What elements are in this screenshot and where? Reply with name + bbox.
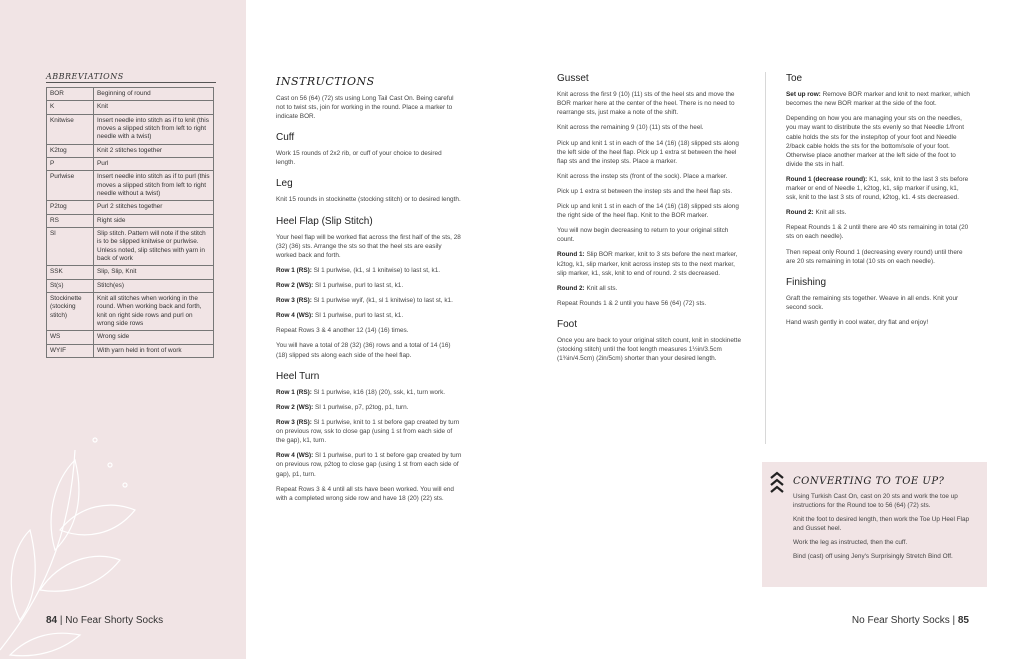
heel-turn-heading: Heel Turn	[276, 370, 320, 382]
toe-heading: Toe	[786, 73, 803, 84]
callout-paragraph: Knit the foot to desired length, then work the Toe Up Heel Flap and Gusset heel.	[793, 516, 970, 533]
leg-heading: Leg	[276, 178, 293, 190]
abbreviation-row	[47, 227, 214, 265]
abbreviation-definition: Insert needle into stitch as if to knit (this moves a slipped stitch from left to right needle with a twist)	[94, 114, 214, 144]
callout-body	[793, 492, 979, 567]
abbreviation-definition: Insert needle into stitch as if to purl (this moves a slipped stitch from left to right needle without a twist)	[94, 171, 214, 201]
gusset-round-2	[557, 284, 741, 293]
instructions-intro: Cast on 56 (64) (72) sts using Long Tail Cast On. Being careful not to twist sts, join for working in the round. Place a marker to indicate BOR.	[276, 94, 454, 120]
abbreviation-row	[47, 344, 214, 357]
finishing-paragraph: Graft the remaining sts together. Weave in all ends. Knit your second sock.	[786, 294, 959, 311]
abbreviation-term: RS	[47, 214, 94, 227]
abbreviation-definition: Stitch(es)	[94, 279, 214, 292]
abbreviation-row	[47, 331, 214, 344]
gusset-paragraph: Pick up 1 extra st between the instep sts and the heel flap sts.	[557, 187, 733, 195]
abbreviation-definition: Knit 2 stitches together	[94, 144, 214, 157]
heel-turn-row-text: Sl 1 purlwise, k16 (18) (20), ssk, k1, turn work.	[311, 388, 446, 396]
heel-turn-row-text: Sl 1 purlwise, knit to 1 st before gap created by turn on previous row, ssk to close gap (using 1 st from each side of the gap), k1, turn.	[276, 419, 460, 445]
abbreviation-term: Knitwise	[47, 114, 94, 144]
heel-flap-repeat: Repeat Rows 3 & 4 another 12 (14) (16) times.	[276, 327, 409, 335]
abbreviation-term: Stockinette (stocking stitch)	[47, 292, 94, 330]
gusset-paragraph: Knit across the remaining 9 (10) (11) sts of the heel.	[557, 124, 704, 132]
gusset-paragraph: Pick up and knit 1 st in each of the 14 (16) (18) slipped sts along the right side of the heel flap. Knit to the BOR marker.	[557, 203, 739, 220]
heel-flap-row-label: Row 2 (WS):	[276, 282, 314, 290]
abbreviations-title: ABBREVIATIONS	[46, 72, 216, 83]
left-page-number: 84	[46, 615, 58, 626]
abbreviation-definition: Slip stitch. Pattern will note if the stitch is to be slipped knitwise or purlwise. Unless noted, slip stitches with yarn in back of work	[94, 227, 214, 265]
abbreviation-definition: Knit	[94, 101, 214, 114]
abbreviations-box	[46, 72, 216, 358]
abbreviation-term: BOR	[47, 88, 94, 101]
finishing-heading: Finishing	[786, 276, 827, 288]
heel-flap-row	[276, 281, 462, 290]
abbreviation-term: Sl	[47, 227, 94, 265]
abbreviation-definition: Slip, Slip, Knit	[94, 266, 214, 279]
gusset-paragraph: Knit across the first 9 (10) (11) sts of the heel sts and move the BOR marker here at the center of the heel. There is no need to rearrange sts, just make a note of the shift.	[557, 91, 735, 117]
gusset-round-1-text: Slip BOR marker, knit to 3 sts before the next marker, k2tog, k1, slip marker, knit across instep sts to the next marker, slip marker, k1, ssk, knit to end of round. 2 sts decreased.	[557, 251, 738, 277]
toe-round-2	[786, 208, 970, 217]
right-footer-separator: |	[949, 615, 958, 626]
heel-turn-row-label: Row 2 (WS):	[276, 403, 314, 411]
abbreviation-definition: Purl	[94, 157, 214, 170]
toe-round-1-text: K1, ssk, knit to the last 3 sts before marker or end of Needle 1, k2tog, k1, slip marker if using, k1, ssk, knit to the last 3 sts of round, k2tog, k1. 4 sts decreased.	[786, 175, 969, 202]
toe-setup-text: Remove BOR marker and knit to next marker, which becomes the new BOR marker at the side of the foot.	[786, 91, 970, 108]
column-divider	[765, 72, 766, 444]
heel-turn-row-label: Row 1 (RS):	[276, 388, 312, 396]
abbreviation-row	[47, 292, 214, 330]
heel-flap-row	[276, 296, 462, 305]
abbreviation-definition: Knit all stitches when working in the round. When working back and forth, knit on right side rows and purl on wrong side rows	[94, 292, 214, 330]
callout-paragraph: Using Turkish Cast On, cast on 20 sts and work the toe up instructions for the Round toe to 56 (64) (72) sts.	[793, 493, 958, 510]
heel-flap-row	[276, 266, 462, 275]
toe-manage-text: Depending on how you are managing your sts on the needles, you may want to distribute the sts evenly so that Needle 1/front cable holds the sts for the instep/top of your foot and Needle 2/back cable holds the sts for the bottom/sole of your foot. Otherwise place another marker at the left side of the foot to divide the sts in half.	[786, 115, 964, 168]
abbreviation-row	[47, 114, 214, 144]
abbreviation-term: Purlwise	[47, 171, 94, 201]
abbreviation-row	[47, 266, 214, 279]
abbreviation-term: St(s)	[47, 279, 94, 292]
heel-flap-row-text: Sl 1 purlwise, purl to last st, k1.	[313, 282, 404, 290]
toe-round-1	[786, 175, 970, 202]
cuff-heading: Cuff	[276, 131, 295, 143]
abbreviation-definition: Purl 2 stitches together	[94, 201, 214, 214]
abbreviation-row	[47, 214, 214, 227]
heel-flap-row-text: Sl 1 purlwise, purl to last st, k1.	[313, 312, 404, 320]
toe-setup-label: Set up row:	[786, 91, 821, 99]
abbreviation-row	[47, 171, 214, 201]
heel-turn-row-text: Sl 1 purlwise, p7, p2tog, p1, turn.	[313, 403, 409, 411]
gusset-round-1-label: Round 1:	[557, 251, 585, 259]
abbreviation-definition: Beginning of round	[94, 88, 214, 101]
chevron-up-icon	[769, 470, 785, 496]
heel-turn-row-text: Sl 1 purlwise, purl to 1 st before gap created by turn on previous row, p2tog to close gap (using 1 st from each side of gap), p1, turn.	[276, 452, 462, 478]
abbreviation-term: P	[47, 157, 94, 170]
toe-setup-row	[786, 90, 970, 108]
gusset-round-1	[557, 250, 741, 277]
toe-repeat: Repeat Rounds 1 & 2 until there are 40 sts remaining in total (20 sts on each needle).	[786, 224, 969, 241]
callout-paragraph: Work the leg as instructed, then the cuff.	[793, 539, 908, 547]
left-page-footer	[46, 615, 163, 626]
instructions-column	[276, 74, 462, 509]
left-footer-title: No Fear Shorty Socks	[65, 615, 164, 626]
abbreviation-definition: Right side	[94, 214, 214, 227]
callout-paragraph: Bind (cast) off using Jeny's Surprisingly Stretch Bind Off.	[793, 553, 953, 561]
abbreviation-term: K2tog	[47, 144, 94, 157]
abbreviation-term: P2tog	[47, 201, 94, 214]
abbreviation-definition: Wrong side	[94, 331, 214, 344]
finishing-paragraph: Hand wash gently in cool water, dry flat and enjoy!	[786, 319, 929, 327]
abbreviation-row	[47, 101, 214, 114]
toe-round-2-label: Round 2:	[786, 209, 814, 217]
abbreviation-row	[47, 157, 214, 170]
heel-flap-intro: Your heel flap will be worked flat across the first half of the sts, 28 (32) (36) sts. Arrange the sts so that the heel sts are easily worked back and forth.	[276, 233, 461, 259]
abbreviation-row	[47, 144, 214, 157]
leg-text: Knit 15 rounds in stockinette (stocking stitch) or to desired length.	[276, 196, 461, 204]
heel-turn-row-label: Row 3 (RS):	[276, 419, 312, 427]
cuff-text: Work 15 rounds of 2x2 rib, or cuff of your choice to desired length.	[276, 150, 442, 167]
heel-flap-row-text: Sl 1 purlwise wyif, (k1, sl 1 knitwise) to last st, k1.	[311, 297, 453, 305]
heel-flap-total: You will have a total of 28 (32) (36) rows and a total of 14 (16) (18) slipped sts along each side of the heel flap.	[276, 342, 451, 359]
abbreviation-term: WYIF	[47, 344, 94, 357]
foot-text: Once you are back to your original stitch count, knit in stockinette (stocking stitch) until the foot length measures 1½in/3.5cm (1¾in/4.5cm) (2in/5cm) shorter than your desired length.	[557, 337, 742, 363]
right-page-number: 85	[957, 615, 969, 626]
callout-title: CONVERTING TO TOE UP?	[793, 476, 945, 487]
heel-turn-row	[276, 451, 462, 478]
heel-flap-row-label: Row 4 (WS):	[276, 312, 314, 320]
gusset-heading: Gusset	[557, 73, 589, 84]
gusset-repeat: Repeat Rounds 1 & 2 until you have 56 (64) (72) sts.	[557, 299, 707, 307]
abbreviation-row	[47, 201, 214, 214]
heel-turn-repeat: Repeat Rows 3 & 4 until all sts have been worked. You will end with a completed wrong side row and have 18 (20) (22) sts.	[276, 485, 454, 502]
instructions-title: INSTRUCTIONS	[276, 75, 375, 88]
abbreviation-term: WS	[47, 331, 94, 344]
toe-round-2-text: Knit all sts.	[813, 209, 847, 217]
foot-heading: Foot	[557, 318, 578, 330]
left-footer-separator: |	[57, 615, 66, 626]
heel-flap-row-text: Sl 1 purlwise, (k1, sl 1 knitwise) to last st, k1.	[311, 267, 441, 275]
heel-flap-row-label: Row 1 (RS):	[276, 267, 312, 275]
toe-up-callout	[762, 462, 987, 587]
abbreviation-row	[47, 88, 214, 101]
heel-flap-heading: Heel Flap (Slip Stitch)	[276, 215, 373, 227]
gusset-paragraph: Knit across the instep sts (front of the sock). Place a marker.	[557, 172, 728, 180]
right-page-footer	[852, 615, 969, 626]
abbreviation-term: SSK	[47, 266, 94, 279]
gusset-column	[557, 72, 741, 369]
heel-turn-row	[276, 403, 462, 412]
abbreviation-term: K	[47, 101, 94, 114]
gusset-round-2-text: Knit all sts.	[584, 284, 618, 292]
toe-repeat-only: Then repeat only Round 1 (decreasing every round) until there are 20 sts remaining in total (10 sts on each needle).	[786, 248, 963, 265]
heel-turn-row	[276, 388, 462, 397]
abbreviation-row	[47, 279, 214, 292]
heel-turn-row	[276, 418, 462, 445]
gusset-round-2-label: Round 2:	[557, 284, 585, 292]
toe-round-1-label: Round 1 (decrease round):	[786, 175, 868, 183]
gusset-paragraph: You will now begin decreasing to return to your original stitch count.	[557, 227, 729, 244]
right-footer-title: No Fear Shorty Socks	[851, 615, 950, 626]
gusset-paragraph: Pick up and knit 1 st in each of the 14 (16) (18) slipped sts along the left side of the heel flap. Pick up 1 extra st between the heel flap sts and the instep sts. Place a marker.	[557, 139, 739, 165]
abbreviation-definition: With yarn held in front of work	[94, 344, 214, 357]
left-sidebar-panel	[0, 0, 246, 659]
heel-flap-row-label: Row 3 (RS):	[276, 297, 312, 305]
abbreviations-table	[46, 87, 214, 358]
heel-turn-row-label: Row 4 (WS):	[276, 452, 314, 460]
heel-flap-row	[276, 311, 462, 320]
toe-column	[786, 72, 970, 333]
